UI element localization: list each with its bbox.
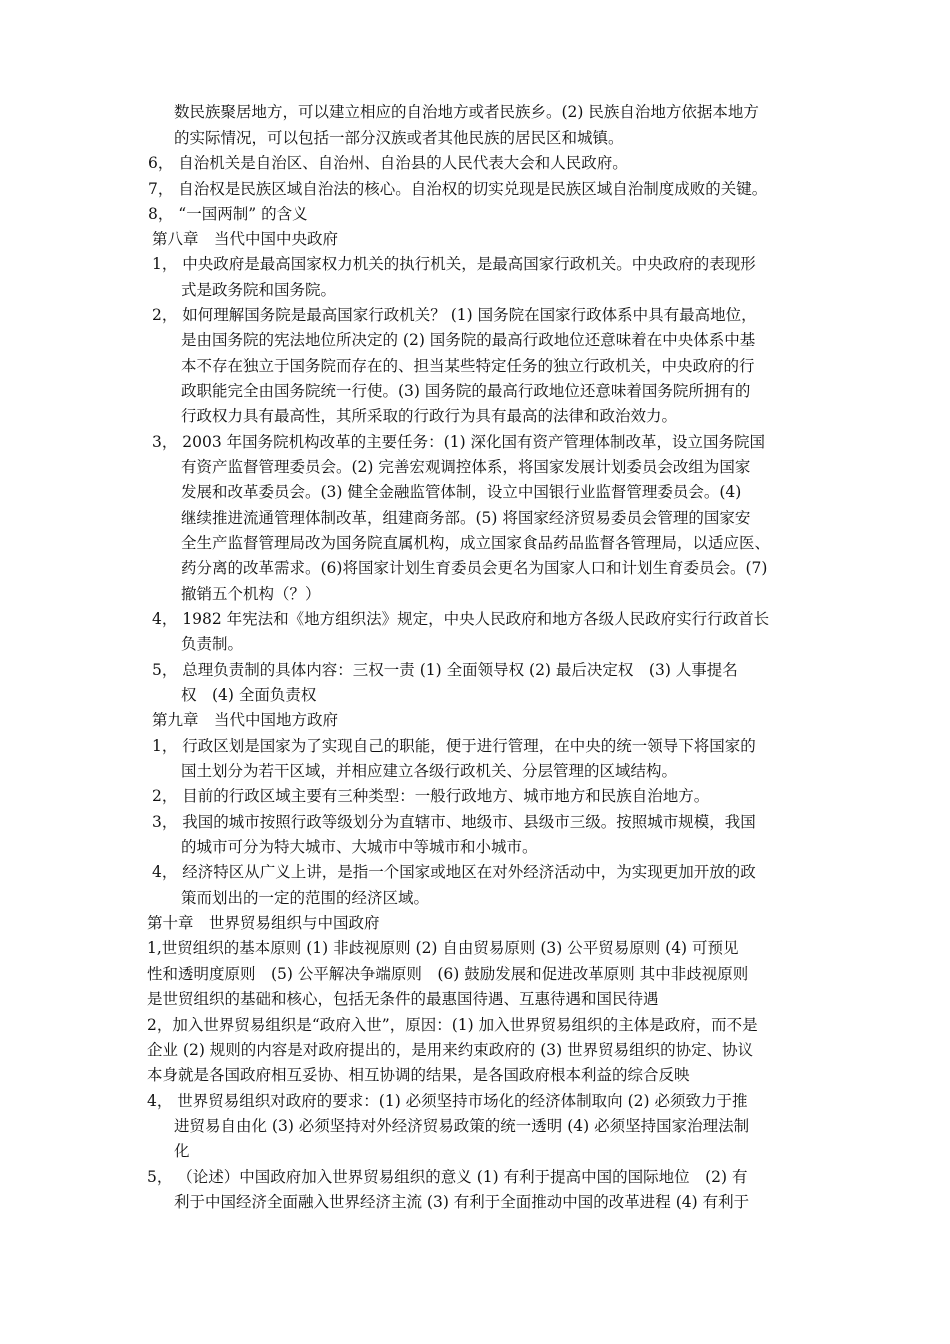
- text-line: 企业 (2) 规则的内容是对政府提出的，是用来约束政府的 (3) 世界贸易组织的协定、协议: [147, 1041, 754, 1059]
- text-line: 全生产监督管理局改为国务院直属机构，成立国家食品药品监督各管理局，以适应医、: [181, 534, 771, 552]
- chapter-heading: 第八章 当代中国中央政府: [152, 230, 339, 248]
- chapter-heading: 第九章 当代中国地方政府: [152, 711, 339, 729]
- text-line: 性和透明度原则 (5) 公平解决争端原则 (6) 鼓励发展和促进改革原则 其中非歧视原则: [147, 965, 749, 983]
- text-line: 是由国务院的宪法地位所决定的 (2) 国务院的最高行政地位还意味着在中央体系中基: [181, 331, 756, 349]
- text-line: 发展和改革委员会。(3) 健全金融监管体制，设立中国银行业监督管理委员会。(4): [181, 483, 742, 501]
- text-line: 1， 行政区划是国家为了实现自己的职能，便于进行管理，在中央的统一领导下将国家的: [152, 737, 756, 755]
- text-line: 2， 目前的行政区域主要有三种类型：一般行政地方、城市地方和民族自治地方。: [152, 787, 710, 805]
- text-line: 7， 自治权是民族区域自治法的核心。自治权的切实兑现是民族区域自治制度成败的关键。: [148, 180, 768, 198]
- text-line: 国土划分为若干区域，并相应建立各级行政机关、分层管理的区域结构。: [181, 762, 678, 780]
- text-line: 有资产监督管理委员会。(2) 完善宏观调控体系，将国家发展计划委员会改组为国家: [181, 458, 751, 476]
- text-line: 1,世贸组织的基本原则 (1) 非歧视原则 (2) 自由贸易原则 (3) 公平贸易原则 (4) 可预见: [147, 939, 739, 957]
- text-line: 化: [174, 1142, 190, 1160]
- text-line: 5， 总理负责制的具体内容：三权一责 (1) 全面领导权 (2) 最后决定权 (3) 人事提名: [152, 661, 738, 679]
- text-line: 5， （论述）中国政府加入世界贸易组织的意义 (1) 有利于提高中国的国际地位 (2) 有: [147, 1168, 748, 1186]
- text-line: 撤销五个机构（？）: [181, 585, 321, 603]
- text-line: 药分离的改革需求。(6)将国家计划生育委员会更名为国家人口和计划生育委员会。(7): [181, 559, 768, 577]
- text-line: 继续推进流通管理体制改革，组建商务部。(5) 将国家经济贸易委员会管理的国家安: [181, 509, 751, 527]
- text-line: 的城市可分为特大城市、大城市中等城市和小城市。: [181, 838, 538, 856]
- text-line: 6， 自治机关是自治区、自治州、自治县的人民代表大会和人民政府。: [148, 154, 628, 172]
- text-line: 本不存在独立于国务院而存在的、担当某些特定任务的独立行政机关，中央政府的行: [181, 357, 755, 375]
- text-line: 利于中国经济全面融入世界经济主流 (3) 有利于全面推动中国的改革进程 (4) 有利于: [174, 1193, 750, 1211]
- text-line: 进贸易自由化 (3) 必须坚持对外经济贸易政策的统一透明 (4) 必须坚持国家治理法制: [174, 1117, 750, 1135]
- text-line: 4， 世界贸易组织对政府的要求：(1) 必须坚持市场化的经济体制取向 (2) 必须致力于推: [147, 1092, 748, 1110]
- text-line: 式是政务院和国务院。: [181, 281, 337, 299]
- text-line: 1， 中央政府是最高国家权力机关的执行机关，是最高国家行政机关。中央政府的表现形: [152, 255, 756, 273]
- text-line: 策而划出的一定的范围的经济区域。: [181, 889, 430, 907]
- text-line: 权 (4) 全面负责权: [181, 686, 317, 704]
- text-line: 2，加入世界贸易组织是“政府入世”，原因：(1) 加入世界贸易组织的主体是政府，而不是: [147, 1016, 758, 1034]
- text-line: 数民族聚居地方，可以建立相应的自治地方或者民族乡。(2) 民族自治地方依据本地方: [174, 103, 759, 121]
- text-line: 是世贸组织的基础和核心，包括无条件的最惠国待遇、互惠待遇和国民待遇: [147, 990, 659, 1008]
- text-line: 行政权力具有最高性，其所采取的行政行为具有最高的法律和政治效力。: [181, 407, 678, 425]
- text-line: 的实际情况，可以包括一部分汉族或者其他民族的居民区和城镇。: [174, 129, 624, 147]
- text-line: 政职能完全由国务院统一行使。(3) 国务院的最高行政地位还意味着国务院所拥有的: [181, 382, 751, 400]
- text-line: 8， “一国两制” 的含义: [148, 205, 308, 223]
- text-line: 2， 如何理解国务院是最高国家行政机关？ (1) 国务院在国家行政体系中具有最高地位，: [152, 306, 757, 324]
- text-line: 本身就是各国政府相互妥协、相互协调的结果，是各国政府根本利益的综合反映: [147, 1066, 690, 1084]
- chapter-heading: 第十章 世界贸易组织与中国政府: [147, 914, 380, 932]
- text-line: 4， 1982 年宪法和《地方组织法》规定，中央人民政府和地方各级人民政府实行行政首长: [152, 610, 770, 628]
- text-line: 3， 我国的城市按照行政等级划分为直辖市、地级市、县级市三级。按照城市规模，我国: [152, 813, 756, 831]
- text-line: 负责制。: [181, 635, 244, 653]
- text-line: 4， 经济特区从广义上讲，是指一个国家或地区在对外经济活动中，为实现更加开放的政: [152, 863, 756, 881]
- text-line: 3， 2003 年国务院机构改革的主要任务：(1) 深化国有资产管理体制改革，设立国务院国: [152, 433, 766, 451]
